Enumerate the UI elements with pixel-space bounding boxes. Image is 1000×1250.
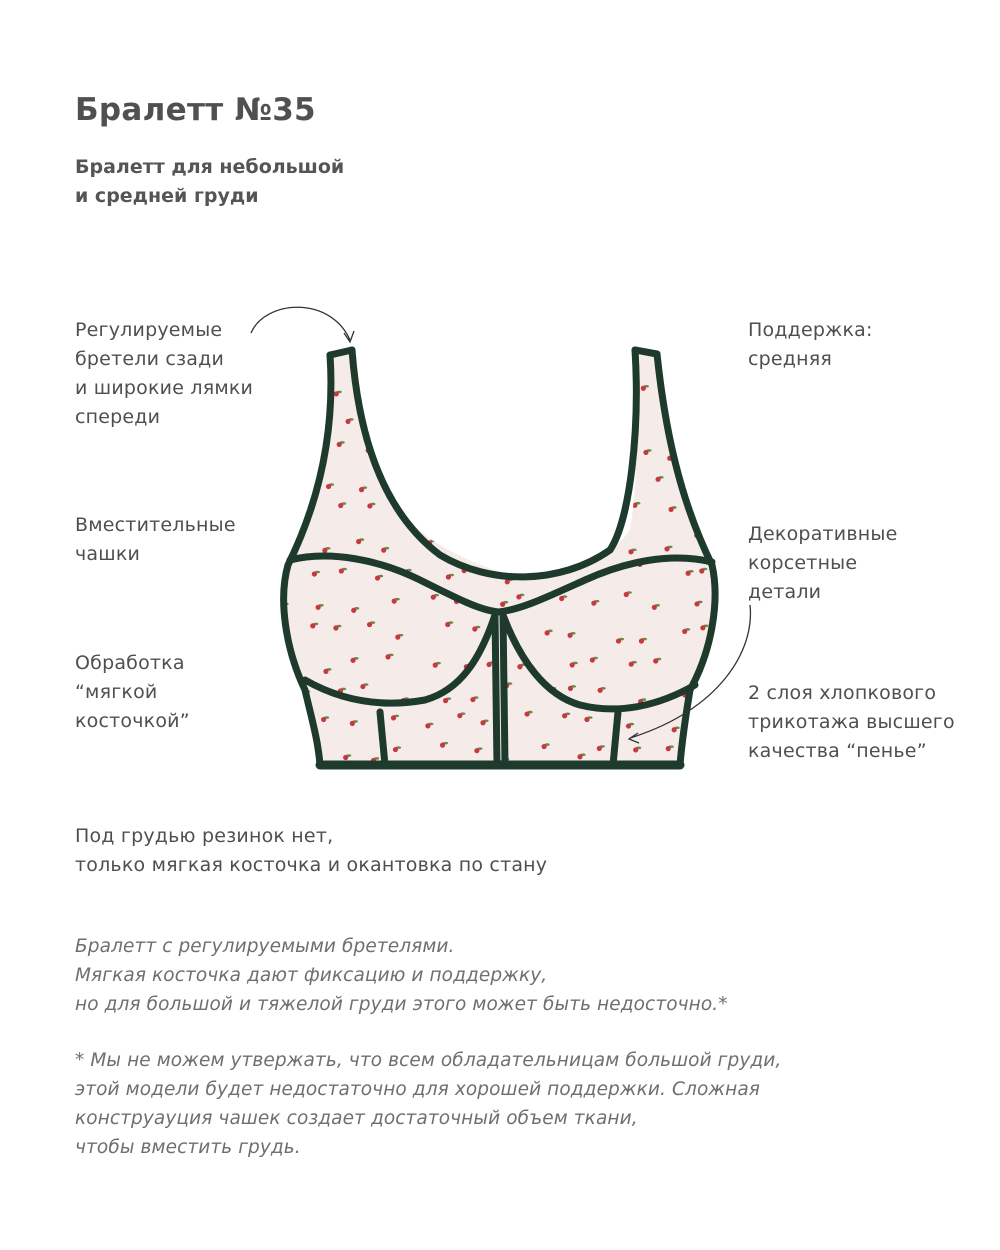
pattern-berry <box>375 575 380 580</box>
pattern-berry <box>624 592 629 597</box>
pattern-berry <box>718 446 723 451</box>
pattern-leaf <box>376 386 381 389</box>
pattern-leaf <box>708 426 713 429</box>
pattern-berry <box>425 723 430 728</box>
pattern-berry <box>312 571 317 576</box>
pattern-leaf <box>602 413 607 416</box>
pattern-berry <box>671 369 676 374</box>
pattern-berry <box>277 474 282 479</box>
pattern-berry <box>287 714 292 719</box>
pattern-leaf <box>609 456 614 459</box>
pattern-leaf <box>498 352 503 355</box>
pattern-berry <box>568 508 573 513</box>
pattern-berry <box>589 480 594 485</box>
pattern-leaf <box>430 514 435 517</box>
pattern-leaf <box>528 355 533 358</box>
pattern-leaf <box>310 452 315 455</box>
pattern-berry <box>311 385 316 390</box>
pattern-leaf <box>406 508 411 511</box>
pattern-berry <box>456 420 461 425</box>
pattern-leaf <box>419 471 424 474</box>
pattern-leaf <box>475 387 480 390</box>
pattern-leaf <box>290 361 295 364</box>
pattern-berry <box>380 367 385 372</box>
pattern-berry <box>339 568 344 573</box>
pattern-leaf <box>705 473 710 476</box>
pattern-leaf <box>498 447 503 450</box>
pattern-leaf <box>282 415 287 418</box>
pattern-leaf <box>383 367 388 370</box>
pattern-berry <box>633 747 638 752</box>
pattern-berry <box>279 664 284 669</box>
pattern-berry <box>536 388 541 393</box>
pattern-leaf <box>546 563 551 566</box>
pattern-berry <box>562 713 567 718</box>
pattern-leaf <box>439 385 444 388</box>
pattern-berry <box>453 365 458 370</box>
pattern-berry <box>309 759 314 764</box>
pattern-berry <box>564 398 569 403</box>
pattern-berry <box>393 423 398 428</box>
pattern-berry <box>367 622 372 627</box>
pattern-berry <box>628 549 633 554</box>
pattern-berry <box>564 459 569 464</box>
pattern-berry <box>602 397 607 402</box>
pattern-berry <box>545 630 550 635</box>
pattern-leaf <box>598 359 603 362</box>
pattern-berry <box>359 487 364 492</box>
pattern-leaf <box>357 360 362 363</box>
pattern-berry <box>541 449 546 454</box>
pattern-berry <box>391 715 396 720</box>
pattern-leaf <box>621 477 626 480</box>
pattern-berry <box>620 352 625 357</box>
pattern-berry <box>699 512 704 517</box>
pattern-berry <box>310 623 315 628</box>
pattern-berry <box>652 605 657 610</box>
product-subtitle: Бралетт для небольшой и средней груди <box>75 156 345 207</box>
pattern-berry <box>474 748 479 753</box>
pattern-berry <box>694 601 699 606</box>
pattern-leaf <box>605 397 610 400</box>
pattern-berry <box>597 746 602 751</box>
pattern-berry <box>446 574 451 579</box>
pattern-berry <box>416 472 421 477</box>
pattern-leaf <box>451 471 456 474</box>
pattern-berry <box>668 507 673 512</box>
pattern-berry <box>457 713 462 718</box>
pattern-leaf <box>473 514 478 517</box>
pattern-leaf <box>290 714 295 717</box>
pattern-berry <box>287 361 292 366</box>
pattern-berry <box>498 395 503 400</box>
pattern-berry <box>655 477 660 482</box>
product-title: Бралетт №35 <box>75 92 316 128</box>
pattern-berry <box>616 638 621 643</box>
pattern-berry <box>559 596 564 601</box>
pattern-berry <box>516 594 521 599</box>
pattern-berry <box>599 414 604 419</box>
pattern-berry <box>373 386 378 391</box>
pattern-berry <box>606 457 611 462</box>
pattern-berry <box>570 662 575 667</box>
pattern-berry <box>334 391 339 396</box>
pattern-leaf <box>592 479 597 482</box>
pattern-leaf <box>501 395 506 398</box>
pattern-leaf <box>459 420 464 423</box>
pattern-berry <box>313 356 318 361</box>
pattern-berry <box>320 413 325 418</box>
pattern-berry <box>590 657 595 662</box>
pattern-berry <box>345 419 350 424</box>
pattern-leaf <box>691 711 696 714</box>
feature-cups: Вместительные чашки <box>75 514 236 565</box>
pattern-berry <box>705 427 710 432</box>
pattern-berry <box>568 686 573 691</box>
pattern-berry <box>710 682 715 687</box>
pattern-berry <box>425 359 430 364</box>
pattern-leaf <box>400 448 405 451</box>
pattern-berry <box>622 425 627 430</box>
pattern-berry <box>326 484 331 489</box>
feature-corset: Декоративные корсетные детали <box>748 523 898 603</box>
pattern-berry <box>595 360 600 365</box>
pattern-berry <box>279 415 284 420</box>
pattern-berry <box>618 478 623 483</box>
pattern-berry <box>639 638 644 643</box>
pattern-berry <box>534 539 539 544</box>
pattern-leaf <box>718 392 723 395</box>
pattern-berry <box>495 353 500 358</box>
pattern-berry <box>350 721 355 726</box>
pattern-leaf <box>396 422 401 425</box>
pattern-leaf <box>601 517 606 520</box>
pattern-berry <box>500 602 505 607</box>
pattern-berry <box>436 386 441 391</box>
feature-support: Поддержка: средняя <box>748 319 873 370</box>
pattern-berry <box>381 548 386 553</box>
pattern-berry <box>431 595 436 600</box>
pattern-berry <box>333 625 338 630</box>
pattern-berry <box>632 503 637 508</box>
pattern-berry <box>524 419 529 424</box>
straps-arrow <box>251 307 350 340</box>
pattern-leaf <box>567 459 572 462</box>
pattern-berry <box>294 501 299 506</box>
pattern-berry <box>350 658 355 663</box>
pattern-berry <box>445 622 450 627</box>
pattern-leaf <box>625 424 630 427</box>
pattern-berry <box>542 744 547 749</box>
pattern-berry <box>653 658 658 663</box>
pattern-leaf <box>316 355 321 358</box>
pattern-berry <box>480 720 485 725</box>
pattern-leaf <box>571 507 576 510</box>
pattern-leaf <box>469 543 474 546</box>
pattern-berry <box>687 359 692 364</box>
pattern-berry <box>598 517 603 522</box>
pattern-berry <box>524 711 529 716</box>
pattern-berry <box>559 544 564 549</box>
pattern-berry <box>385 654 390 659</box>
pattern-berry <box>495 448 500 453</box>
pattern-berry <box>643 450 648 455</box>
pattern-leaf <box>314 384 319 387</box>
pattern-leaf <box>505 517 510 520</box>
pattern-leaf <box>399 398 404 401</box>
pattern-berry <box>490 426 495 431</box>
pattern-berry <box>567 633 572 638</box>
pattern-berry <box>338 503 343 508</box>
pattern-leaf <box>702 512 707 515</box>
pattern-berry <box>554 416 559 421</box>
pattern-berry <box>709 751 714 756</box>
pattern-berry <box>356 539 361 544</box>
pattern-berry <box>433 417 438 422</box>
pattern-berry <box>321 717 326 722</box>
pattern-leaf <box>537 538 542 541</box>
pattern-leaf <box>428 358 433 361</box>
pattern-leaf <box>297 501 302 504</box>
pattern-berry <box>543 564 548 569</box>
pattern-leaf <box>282 664 287 667</box>
pattern-berry <box>666 746 671 751</box>
pattern-leaf <box>469 458 474 461</box>
pattern-berry <box>577 754 582 759</box>
pattern-berry <box>395 635 400 640</box>
pattern-leaf <box>539 387 544 390</box>
pattern-leaf <box>721 445 726 448</box>
pattern-leaf <box>544 449 549 452</box>
pattern-leaf <box>493 426 498 429</box>
pattern-leaf <box>623 352 628 355</box>
description: Бралетт с регулируемыми бретелями. Мягкая косточка дают фиксацию и поддержку, но для большой и тяжелой груди этого может быть недосточно.* <box>75 936 728 1015</box>
pattern-berry <box>702 474 707 479</box>
feature-straps: Регулируемые бретели сзади и широкие лямки спереди <box>75 319 254 428</box>
pattern-berry <box>591 601 596 606</box>
pattern-berry <box>626 723 631 728</box>
pattern-leaf <box>690 359 695 362</box>
pattern-leaf <box>712 750 717 753</box>
pattern-berry <box>443 698 448 703</box>
pattern-leaf <box>444 454 449 457</box>
footnote: * Мы не можем утвержать, что всем обладательницам большой груди, этой модели будет недостаточно для хорошей поддержки. Сложная конструауция чашек создает достаточный объем ткани, чтобы вместить грудь. <box>75 1050 782 1158</box>
pattern-berry <box>472 626 477 631</box>
pattern-leaf <box>495 486 500 489</box>
pattern-berry <box>343 755 348 760</box>
pattern-berry <box>672 727 677 732</box>
pattern-leaf <box>289 537 294 540</box>
pattern-berry <box>433 663 438 668</box>
pattern-berry <box>486 662 491 667</box>
pattern-berry <box>392 599 397 604</box>
pattern-berry <box>559 472 564 477</box>
pattern-leaf <box>436 417 441 420</box>
pattern-leaf <box>567 397 572 400</box>
pattern-berry <box>490 549 495 554</box>
pattern-leaf <box>713 682 718 685</box>
pattern-berry <box>686 571 691 576</box>
pattern-berry <box>466 459 471 464</box>
pattern-berry <box>682 629 687 634</box>
pattern-leaf <box>562 543 567 546</box>
pattern-leaf <box>493 548 498 551</box>
pattern-leaf <box>456 365 461 368</box>
pattern-berry <box>393 747 398 752</box>
underbust-note: Под грудью резинок нет, только мягкая косточка и окантовка по стану <box>75 825 548 876</box>
pattern-berry <box>533 474 538 479</box>
feature-underwire: Обработка “мягкой косточкой” <box>75 652 190 732</box>
pattern-berry <box>351 608 356 613</box>
pattern-berry <box>525 356 530 361</box>
pattern-berry <box>470 515 475 520</box>
pattern-berry <box>492 486 497 491</box>
pattern-berry <box>360 684 365 689</box>
pattern-leaf <box>547 512 552 515</box>
pattern-berry <box>664 546 669 551</box>
pattern-berry <box>629 662 634 667</box>
pattern-leaf <box>681 388 686 391</box>
pattern-leaf <box>562 472 567 475</box>
pattern-berry <box>678 389 683 394</box>
pattern-berry <box>700 625 705 630</box>
feature-fabric: 2 слоя хлопкового трикотажа высшего качества “пенье” <box>748 682 955 762</box>
pattern-berry <box>699 568 704 573</box>
pattern-leaf <box>527 419 532 422</box>
pattern-berry <box>470 697 475 702</box>
pattern-berry <box>448 472 453 477</box>
pattern-berry <box>502 518 507 523</box>
pattern-berry <box>440 743 445 748</box>
pattern-berry <box>396 399 401 404</box>
pattern-berry <box>517 664 522 669</box>
pattern-berry <box>397 448 402 453</box>
pattern-berry <box>307 453 312 458</box>
pattern-leaf <box>672 428 677 431</box>
pattern-berry <box>466 544 471 549</box>
pattern-leaf <box>674 368 679 371</box>
pattern-berry <box>598 688 603 693</box>
pattern-leaf <box>280 473 285 476</box>
pattern-leaf <box>706 664 711 667</box>
pattern-berry <box>286 538 291 543</box>
pattern-berry <box>472 387 477 392</box>
pattern-berry <box>544 513 549 518</box>
pattern-berry <box>316 605 321 610</box>
pattern-berry <box>441 455 446 460</box>
pattern-berry <box>367 503 372 508</box>
pattern-berry <box>322 548 327 553</box>
pattern-berry <box>323 669 328 674</box>
pattern-berry <box>427 515 432 520</box>
pattern-berry <box>641 386 646 391</box>
pattern-berry <box>715 393 720 398</box>
pattern-berry <box>584 717 589 722</box>
pattern-leaf <box>557 415 562 418</box>
pattern-leaf <box>566 354 571 357</box>
pattern-leaf <box>536 473 541 476</box>
pattern-berry <box>337 442 342 447</box>
pattern-berry <box>563 354 568 359</box>
